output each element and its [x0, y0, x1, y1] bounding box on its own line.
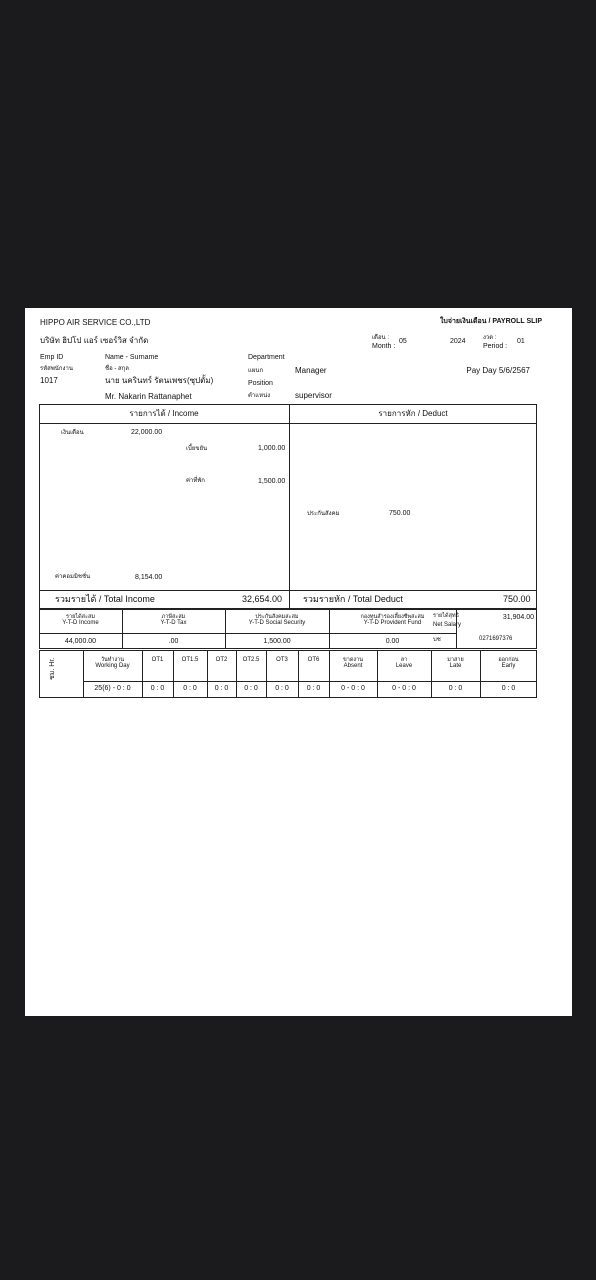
bank-account: 0271697376 [479, 636, 513, 642]
working-day-value: 25(6) - 0 : 0 [94, 685, 131, 692]
emp-id-label-th: รหัสพนักงาน [40, 366, 73, 372]
ot25-value: 0 : 0 [244, 685, 258, 692]
income-header: รายการได้ / Income [129, 409, 199, 418]
employee-name-en: Mr. Nakarin Rattanaphet [105, 392, 192, 401]
ot2-header: OT2 [215, 657, 228, 663]
income-deduct-table [39, 404, 537, 609]
emp-id-value: 1017 [40, 376, 58, 385]
month-value: 05 [399, 338, 407, 345]
bank-label: บช [433, 637, 441, 643]
leave-value: 0 - 0 : 0 [392, 685, 416, 692]
total-income-label: รวมรายได้ / Total Income [55, 594, 155, 604]
payroll-slip [25, 308, 572, 1016]
late-value: 0 : 0 [448, 685, 463, 692]
ytd-pf-label: กองทุนสำรองเลี้ยงชีพสะสม Y-T-D Provident Fund [360, 614, 425, 627]
income-item-value: 1,000.00 [258, 445, 286, 452]
income-item-label: ค่าที่พัก [186, 478, 205, 484]
period-label-en: Period : [483, 343, 508, 350]
ot6-value: 0 : 0 [306, 685, 321, 692]
income-item-value: 1,500.00 [258, 478, 286, 485]
income-item-value: 22,000.00 [131, 429, 163, 436]
department-label-th: แผนก [248, 368, 264, 374]
ytd-sso-value: 1,500.00 [263, 638, 291, 645]
ytd-pf-value: 0.00 [385, 638, 400, 645]
income-item-label: ค่าคอมมิชชั่น [55, 574, 91, 580]
income-item-value: 8,154.00 [135, 574, 163, 581]
total-income-value: 32,654.00 [242, 594, 283, 604]
ot25-header: OT2.5 [242, 657, 260, 663]
position-label: Position [248, 380, 273, 387]
department-value: Manager [295, 366, 327, 375]
month-label-en: Month : [372, 343, 396, 350]
ytd-income-label: รายได้สะสม Y-T-D Income [62, 614, 99, 627]
ot2-value: 0 : 0 [214, 685, 229, 692]
leave-header: ลา Leave [395, 657, 413, 670]
pay-day: Pay Day 5/6/2567 [466, 366, 530, 375]
ot3-value: 0 : 0 [275, 685, 289, 692]
name-label-th: ชื่อ - สกุล [105, 366, 129, 372]
income-item-label: เงินเดือน [61, 430, 84, 436]
net-salary-value: 31,904.00 [502, 614, 534, 621]
month-label-th: เดือน : [372, 335, 389, 341]
ytd-tax-label: ภาษีสะสม Y-T-D Tax [160, 614, 187, 627]
ot6-header: OT6 [307, 657, 320, 663]
ot15-value: 0 : 0 [183, 685, 197, 692]
working-day-header: วันทำงาน Working Day [95, 657, 130, 670]
ytd-tax-value: .00 [168, 638, 179, 645]
hours-side-label: ชม. Hr. [49, 657, 56, 680]
ot1-value: 0 : 0 [150, 685, 165, 692]
total-deduct-value: 750.00 [503, 594, 531, 604]
ot1-header: OT1 [151, 657, 164, 663]
position-value: supervisor [295, 391, 332, 400]
late-header: มาสาย Late [447, 657, 464, 670]
net-salary-label: รายได้สุทธิ Net Salary [433, 613, 462, 628]
income-item-label: เบี้ยขยัน [186, 446, 208, 452]
absent-value: 0 - 0 : 0 [341, 685, 365, 692]
ot3-header: OT3 [276, 657, 288, 663]
slip-title: ใบจ่ายเงินเดือน / PAYROLL SLIP [439, 318, 542, 325]
total-deduct-label: รวมรายหัก / Total Deduct [303, 594, 403, 604]
position-label-th: ตำแหน่ง [248, 393, 271, 399]
deduct-header: รายการหัก / Deduct [378, 409, 448, 418]
company-name-th: บริษัท ฮิปโป แอร์ เซอร์วิส จำกัด [40, 336, 149, 345]
emp-id-label: Emp ID [40, 354, 64, 361]
early-header: ออกก่อน Early [498, 657, 519, 670]
period-label-th: งวด : [483, 335, 497, 341]
early-value: 0 : 0 [501, 685, 516, 692]
company-name-en: HIPPO AIR SERVICE CO.,LTD [40, 318, 151, 327]
ytd-sso-label: ประกันสังคมสะสม Y-T-D Social Security [248, 614, 306, 627]
name-label: Name - Surname [105, 354, 159, 361]
deduct-item-label: ประกันสังคม [307, 511, 340, 517]
year-value: 2024 [450, 338, 466, 345]
employee-name-th: นาย นครินทร์ รัตนเพชร(ซุปตั้ม) [105, 376, 214, 385]
department-label: Department [248, 354, 285, 361]
deduct-item-value: 750.00 [389, 510, 411, 517]
period-value: 01 [517, 338, 525, 345]
absent-header: ขาดงาน Absent [343, 657, 363, 670]
ytd-income-value: 44,000.00 [64, 638, 97, 645]
ot15-header: OT1.5 [181, 657, 199, 663]
